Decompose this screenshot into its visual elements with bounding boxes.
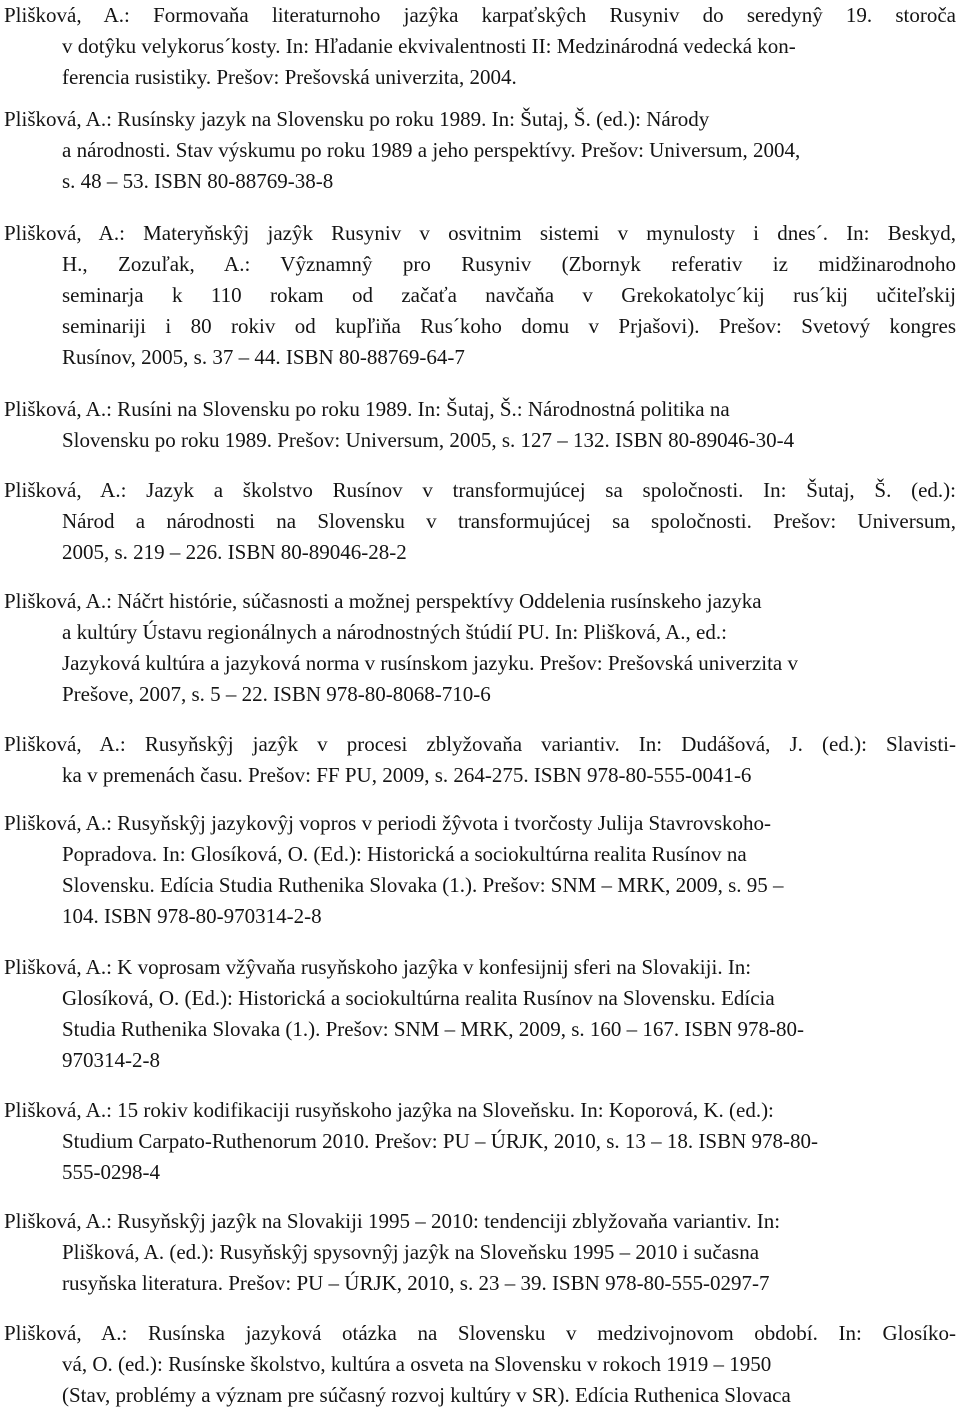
entry-line: Plišková, A.: K voprosam vžŷvaňa rusyňskoho jazŷka v konfesijnij sferi na Slovakiji. In:	[4, 955, 752, 979]
entry-line: Plišková, A.: Rusínska jazyková otázka na Slovensku v medzivojnovom období. In: Glosíko-	[4, 1321, 956, 1345]
entry-line: Studia Ruthenika Slovaka (1.). Prešov: SNM ‒ MRK, 2009, s. 160 ‒ 167. ISBN 978-80-	[62, 1017, 804, 1041]
entry-line: rusyňska literatura. Prešov: PU ‒ ÚRJK, 2010, s. 23 ‒ 39. ISBN 978-80-555-0297-7	[62, 1271, 770, 1295]
entry-line: Plišková, A.: Rusyňskŷj jazŷk na Slovakiji 1995 ‒ 2010: tendenciji zblyžovaňa variantiv. In:	[4, 1209, 781, 1233]
bibliography-entry	[4, 104, 956, 197]
entry-line: Rusínov, 2005, s. 37 ‒ 44. ISBN 80-88769-64-7	[62, 345, 465, 369]
bibliography-entry	[4, 1318, 956, 1411]
entry-line: Plišková, A.: Formovaňa literaturnoho jazŷka karpaťskŷch Rusyniv do seredynŷ 19. storoča	[4, 3, 956, 27]
bibliography-entry	[4, 475, 956, 568]
entry-line: 104. ISBN 978-80-970314-2-8	[62, 904, 322, 928]
bibliography-entry	[4, 729, 956, 791]
entry-line: vá, O. (ed.): Rusínske školstvo, kultúra a osveta na Slovensku v rokoch 1919 ‒ 1950	[62, 1352, 772, 1376]
entry-line: Plišková, A.: Rusíni na Slovensku po roku 1989. In: Šutaj, Š.: Národnostná politika na	[4, 397, 730, 421]
entry-line: Studium Carpato-Ruthenorum 2010. Prešov: PU ‒ ÚRJK, 2010, s. 13 ‒ 18. ISBN 978-80-	[62, 1129, 818, 1153]
entry-line: seminarja k 110 rokam od začaťa navčaňa v Grekokatolyc´kij rus´kij učiteľskij	[62, 283, 956, 307]
entry-line: 555-0298-4	[62, 1160, 160, 1184]
entry-line: 970314-2-8	[62, 1048, 160, 1072]
entry-line: Prešove, 2007, s. 5 ‒ 22. ISBN 978-80-8068-710-6	[62, 682, 491, 706]
bibliography-entry	[4, 808, 956, 932]
entry-line: ka v premenách času. Prešov: FF PU, 2009, s. 264-275. ISBN 978-80-555-0041-6	[62, 763, 752, 787]
entry-line: H., Zozuľak, A.: Vŷznamnŷ pro Rusyniv (Zbornyk referativ iz midžinarodnoho	[62, 252, 956, 276]
bibliography-entry	[4, 394, 956, 456]
entry-line: 2005, s. 219 ‒ 226. ISBN 80-89046-28-2	[62, 540, 407, 564]
entry-line: a kultúry Ústavu regionálnych a národnostných štúdií PU. In: Plišková, A., ed.:	[62, 620, 727, 644]
entry-line: Plišková, A. (ed.): Rusyňskŷj spysovnŷj jazŷk na Sloveňsku 1995 ‒ 2010 i sučasna	[62, 1240, 760, 1264]
entry-line: (Stav, problémy a význam pre súčasný rozvoj kultúry v SR). Edícia Ruthenica Slovaca	[62, 1383, 791, 1407]
bibliography-entry	[4, 1206, 956, 1299]
entry-line: Plišková, A.: Rusyňskŷj jazykovŷj vopros v periodi žŷvota i tvorčosty Julija Stavrovskoho-	[4, 811, 772, 835]
entry-line: v dotŷku velykorus´kosty. In: Hľadanie ekvivalentnosti II: Medzinárodná vedecká kon-	[62, 34, 796, 58]
bibliography-entry	[4, 0, 956, 93]
entry-line: Plišková, A.: Jazyk a školstvo Rusínov v transformujúcej sa spoločnosti. In: Šutaj, Š. (ed.):	[4, 478, 956, 502]
entry-line: seminariji i 80 rokiv od kupľiňa Rus´koho domu v Prjašovi). Prešov: Svetový kongres	[62, 314, 956, 338]
entry-line: Plišková, A.: Rusyňskŷj jazŷk v procesi zblyžovaňa variantiv. In: Dudášová, J. (ed.): Slavisti-	[4, 732, 956, 756]
bibliography-entry	[4, 586, 956, 710]
entry-line: s. 48 ‒ 53. ISBN 80-88769-38-8	[62, 169, 334, 193]
entry-line: Popradova. In: Glosíková, O. (Ed.): Historická a sociokultúrna realita Rusínov na	[62, 842, 747, 866]
bibliography-entry	[4, 218, 956, 373]
bibliography-entry	[4, 952, 956, 1076]
entry-line: Plišková, A.: Materyňskŷj jazŷk Rusyniv v osvitnim sistemi v mynulosty i dnes´. In: Beskyd,	[4, 221, 956, 245]
entry-line: Glosíková, O. (Ed.): Historická a sociokultúrna realita Rusínov na Slovensku. Edícia	[62, 986, 775, 1010]
entry-line: Národ a národnosti na Slovensku v transformujúcej sa spoločnosti. Prešov: Universum,	[62, 509, 956, 533]
entry-line: Plišková, A.: 15 rokiv kodifikaciji rusyňskoho jazŷka na Sloveňsku. In: Koporová, K. (ed.):	[4, 1098, 774, 1122]
entry-line: Plišková, A.: Rusínsky jazyk na Slovensku po roku 1989. In: Šutaj, Š. (ed.): Národy	[4, 107, 710, 131]
entry-line: Slovensku. Edícia Studia Ruthenika Slovaka (1.). Prešov: SNM ‒ MRK, 2009, s. 95 ‒	[62, 873, 784, 897]
entry-line: ferencia rusistiky. Prešov: Prešovská univerzita, 2004.	[62, 65, 517, 89]
entry-line: Plišková, A.: Náčrt histórie, súčasnosti a možnej perspektívy Oddelenia rusínskeho jazyka	[4, 589, 762, 613]
entry-line: a národnosti. Stav výskumu po roku 1989 a jeho perspektívy. Prešov: Universum, 2004,	[62, 138, 801, 162]
entry-line: Jazyková kultúra a jazyková norma v rusínskom jazyku. Prešov: Prešovská univerzita v	[62, 651, 798, 675]
bibliography-entry	[4, 1095, 956, 1188]
entry-line: Slovensku po roku 1989. Prešov: Universum, 2005, s. 127 ‒ 132. ISBN 80-89046-30-4	[62, 428, 795, 452]
